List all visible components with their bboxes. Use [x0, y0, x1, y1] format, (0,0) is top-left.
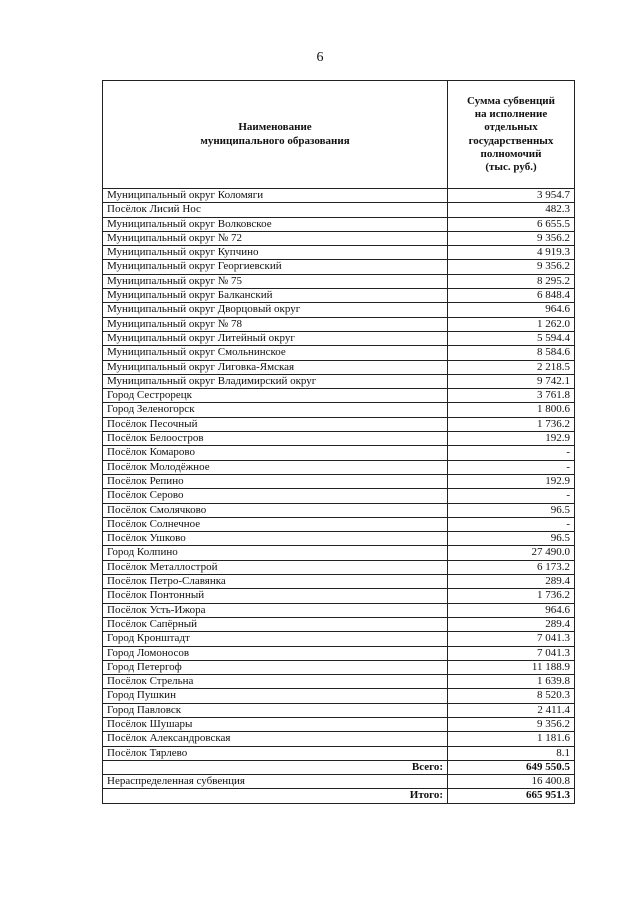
subvention-value: 9 356.2: [448, 717, 575, 731]
municipality-name: Посёлок Усть-Ижора: [103, 603, 448, 617]
subvention-value: 8 584.6: [448, 346, 575, 360]
municipality-name: Посёлок Репино: [103, 474, 448, 488]
table-row: [103, 432, 575, 446]
table-row: [103, 603, 575, 617]
subvention-value: -: [448, 517, 575, 531]
table-row: [103, 660, 575, 674]
grand-total-row: [103, 789, 575, 803]
subvention-value: -: [448, 446, 575, 460]
table-row: [103, 189, 575, 203]
header-municipality-line-1: Наименование: [238, 121, 312, 134]
subvention-value: 3 954.7: [448, 189, 575, 203]
municipality-name: Город Павловск: [103, 703, 448, 717]
municipality-name: Муниципальный округ Балканский: [103, 289, 448, 303]
municipality-name: Посёлок Александровская: [103, 732, 448, 746]
table-row: [103, 717, 575, 731]
municipality-name: Муниципальный округ Литейный округ: [103, 331, 448, 345]
subvention-value: 192.9: [448, 474, 575, 488]
municipality-name: Город Пушкин: [103, 689, 448, 703]
unallocated-value: 16 400.8: [448, 775, 575, 789]
table-header-row: [103, 81, 575, 189]
subvention-value: 482.3: [448, 203, 575, 217]
subvention-value: 4 919.3: [448, 246, 575, 260]
table-row: [103, 274, 575, 288]
table-row: [103, 632, 575, 646]
total-value: 649 550.5: [448, 760, 575, 774]
municipality-name: Посёлок Ушково: [103, 532, 448, 546]
subvention-value: 1 639.8: [448, 675, 575, 689]
header-subvention-sum: [448, 81, 575, 189]
table-row: [103, 360, 575, 374]
municipality-name: Муниципальный округ Дворцовый округ: [103, 303, 448, 317]
table-row: [103, 203, 575, 217]
table-row: [103, 289, 575, 303]
subvention-value: 7 041.3: [448, 646, 575, 660]
table-row: [103, 560, 575, 574]
subvention-value: 1 181.6: [448, 732, 575, 746]
table-row: [103, 474, 575, 488]
subvention-value: 6 848.4: [448, 289, 575, 303]
grand-total-value: 665 951.3: [448, 789, 575, 803]
municipality-name: Город Петергоф: [103, 660, 448, 674]
subvention-value: 6 655.5: [448, 217, 575, 231]
subvention-value: 9 356.2: [448, 231, 575, 245]
municipality-name: Муниципальный округ Волковское: [103, 217, 448, 231]
municipality-name: Посёлок Белоостров: [103, 432, 448, 446]
table-row: [103, 246, 575, 260]
table-row: [103, 460, 575, 474]
subvention-value: 27 490.0: [448, 546, 575, 560]
subvention-value: 1 800.6: [448, 403, 575, 417]
table-row: [103, 489, 575, 503]
header-municipality-line-2: муниципального образования: [200, 134, 350, 147]
subvention-value: 964.6: [448, 303, 575, 317]
subvention-table: [102, 80, 575, 804]
municipality-name: Посёлок Молодёжное: [103, 460, 448, 474]
subvention-value: 1 736.2: [448, 589, 575, 603]
subvention-value: -: [448, 489, 575, 503]
subvention-value: 8 520.3: [448, 689, 575, 703]
subvention-value: 8.1: [448, 746, 575, 760]
table-row: [103, 317, 575, 331]
municipality-name: Муниципальный округ Лиговка-Ямская: [103, 360, 448, 374]
municipality-name: Муниципальный округ Георгиевский: [103, 260, 448, 274]
municipality-name: Посёлок Серово: [103, 489, 448, 503]
table-row: [103, 546, 575, 560]
municipality-name: Муниципальный округ Коломяги: [103, 189, 448, 203]
subvention-value: -: [448, 460, 575, 474]
subvention-value: 7 041.3: [448, 632, 575, 646]
subvention-value: 289.4: [448, 617, 575, 631]
table-row: [103, 732, 575, 746]
subvention-value: 1 736.2: [448, 417, 575, 431]
table-row: [103, 374, 575, 388]
total-label: Всего:: [103, 760, 448, 774]
municipality-name: Муниципальный округ № 72: [103, 231, 448, 245]
municipality-name: Муниципальный округ Владимирский округ: [103, 374, 448, 388]
municipality-name: Муниципальный округ Купчино: [103, 246, 448, 260]
subvention-value: 289.4: [448, 575, 575, 589]
header-sum-line-3: отдельных: [484, 121, 538, 134]
subvention-value: 96.5: [448, 532, 575, 546]
table-row: [103, 389, 575, 403]
subvention-value: 8 295.2: [448, 274, 575, 288]
municipality-name: Муниципальный округ Смольнинское: [103, 346, 448, 360]
subvention-value: 6 173.2: [448, 560, 575, 574]
municipality-name: Посёлок Тярлево: [103, 746, 448, 760]
subvention-value: 2 411.4: [448, 703, 575, 717]
table-row: [103, 403, 575, 417]
table-row: [103, 646, 575, 660]
municipality-name: Посёлок Солнечное: [103, 517, 448, 531]
table-row: [103, 517, 575, 531]
page-number: 6: [316, 50, 324, 65]
header-sum-line-1: Сумма субвенций: [467, 94, 555, 107]
municipality-name: Посёлок Петро-Славянка: [103, 575, 448, 589]
table-row: [103, 703, 575, 717]
municipality-name: Город Зеленогорск: [103, 403, 448, 417]
municipality-name: Посёлок Лисий Нос: [103, 203, 448, 217]
municipality-name: Город Сестрорецк: [103, 389, 448, 403]
table-body: [103, 189, 575, 761]
table-row: [103, 589, 575, 603]
table-row: [103, 689, 575, 703]
subvention-value: 9 356.2: [448, 260, 575, 274]
municipality-name: Посёлок Сапёрный: [103, 617, 448, 631]
table-row: [103, 746, 575, 760]
table-row: [103, 503, 575, 517]
subvention-value: 1 262.0: [448, 317, 575, 331]
table-row: [103, 446, 575, 460]
subvention-value: 96.5: [448, 503, 575, 517]
header-sum-line-5: полномочий: [480, 147, 542, 160]
subvention-value: 9 742.1: [448, 374, 575, 388]
subvention-value: 192.9: [448, 432, 575, 446]
table-row: [103, 675, 575, 689]
table-row: [103, 575, 575, 589]
table-row: [103, 331, 575, 345]
subvention-value: 5 594.4: [448, 331, 575, 345]
table-row: [103, 532, 575, 546]
header-sum-line-4: государственных: [468, 134, 554, 147]
municipality-name: Посёлок Комарово: [103, 446, 448, 460]
table-row: [103, 346, 575, 360]
table-row: [103, 617, 575, 631]
header-municipality: [103, 81, 448, 189]
municipality-name: Посёлок Смолячково: [103, 503, 448, 517]
municipality-name: Посёлок Песочный: [103, 417, 448, 431]
municipality-name: Город Ломоносов: [103, 646, 448, 660]
municipality-name: Муниципальный округ № 75: [103, 274, 448, 288]
municipality-name: Посёлок Понтонный: [103, 589, 448, 603]
subvention-value: 11 188.9: [448, 660, 575, 674]
table-row: [103, 231, 575, 245]
unallocated-label: Нераспределенная субвенция: [103, 775, 448, 789]
municipality-name: Муниципальный округ № 78: [103, 317, 448, 331]
subvention-value: 964.6: [448, 603, 575, 617]
subvention-value: 2 218.5: [448, 360, 575, 374]
table-row: [103, 217, 575, 231]
municipality-name: Посёлок Стрельна: [103, 675, 448, 689]
table-row: [103, 260, 575, 274]
table-row: [103, 303, 575, 317]
unallocated-row: [103, 775, 575, 789]
header-sum-line-6: (тыс. руб.): [485, 161, 537, 174]
municipality-name: Посёлок Металлострой: [103, 560, 448, 574]
subvention-value: 3 761.8: [448, 389, 575, 403]
header-sum-line-2: на исполнение: [474, 107, 548, 120]
municipality-name: Город Кронштадт: [103, 632, 448, 646]
municipality-name: Посёлок Шушары: [103, 717, 448, 731]
municipality-name: Город Колпино: [103, 546, 448, 560]
table-row: [103, 417, 575, 431]
total-row: [103, 760, 575, 774]
grand-total-label: Итого:: [103, 789, 448, 803]
